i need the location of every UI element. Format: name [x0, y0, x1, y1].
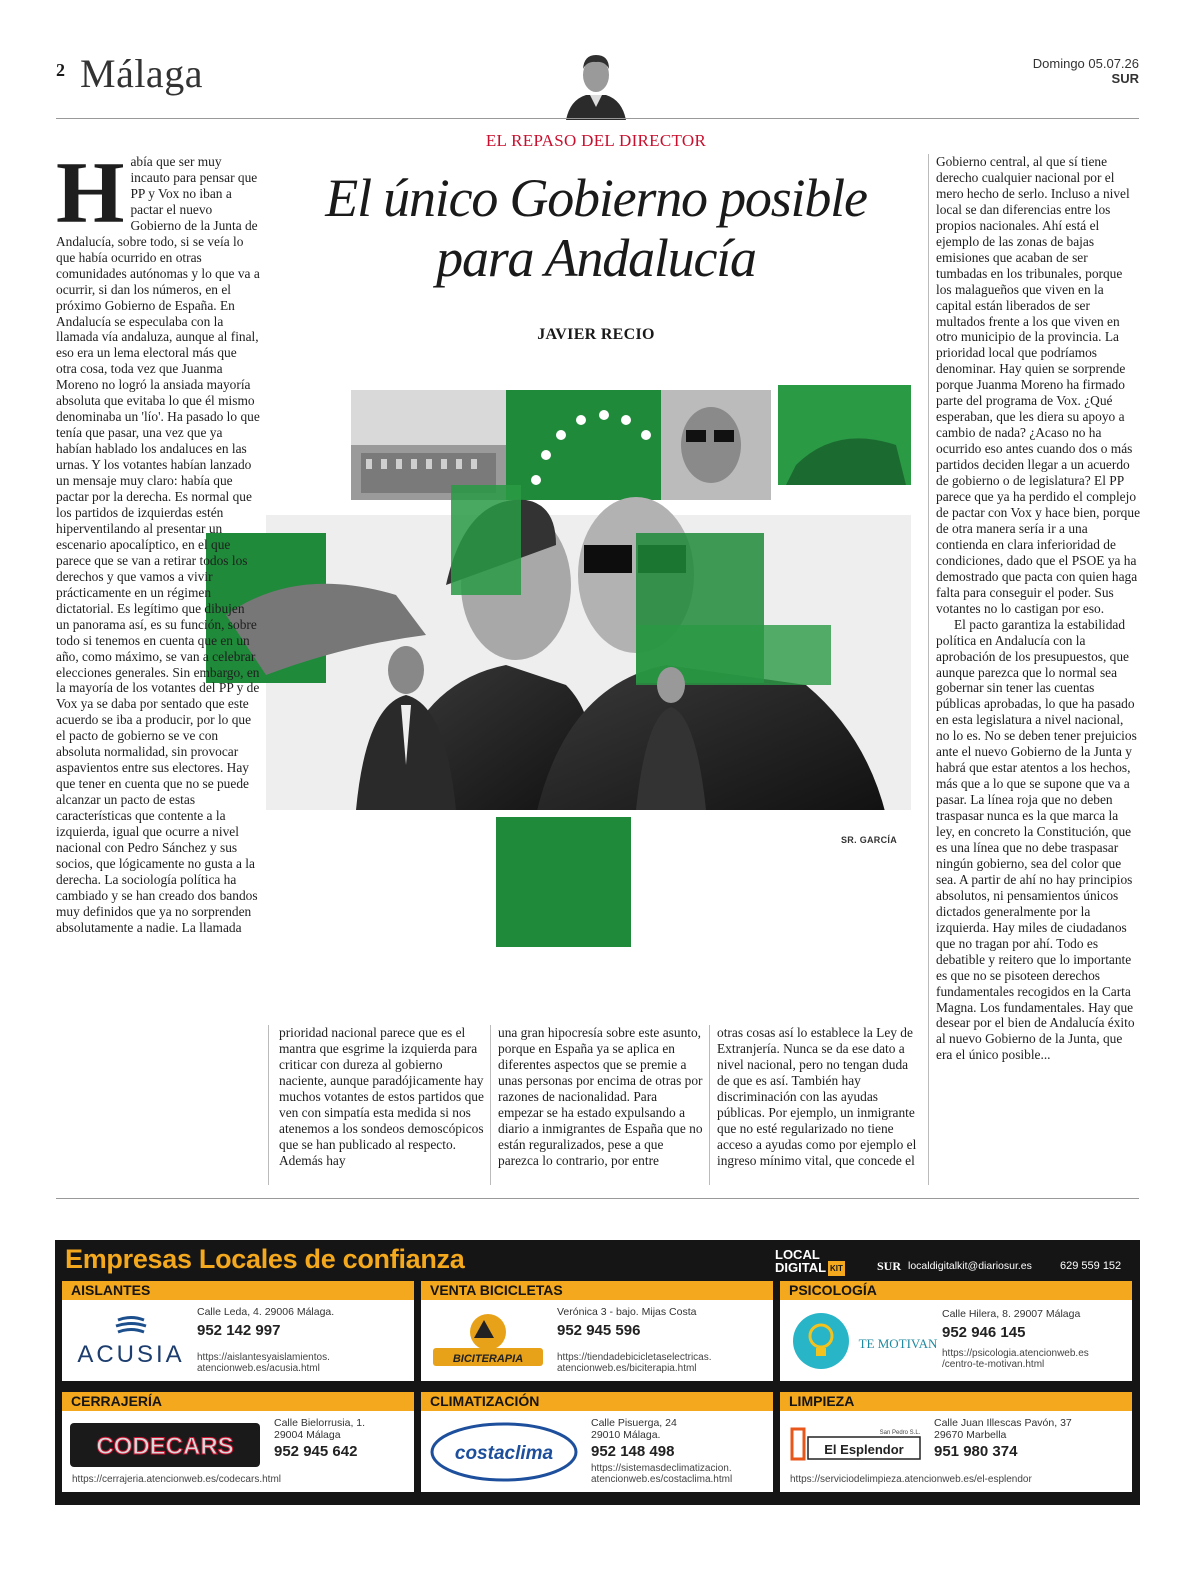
local-business-ads — [55, 1240, 1140, 1505]
article-paragraph: prioridad nacional parece que es el mantra que esgrime la izquierda para criticar con dureza al gobierno naciente, aunque paradójicamente hay muchos votantes de estos partidos que ven con simpatía esta medida si nos atenemos a los sondeos demoscópicos que se han publicado al respecto. Además hay — [279, 1025, 484, 1168]
article-illustration — [206, 385, 916, 950]
ad-category: LIMPIEZA — [780, 1392, 1132, 1411]
headline-line-2: para Andalucía — [436, 228, 756, 288]
ad-category: PSICOLOGÍA — [780, 1281, 1132, 1300]
svg-text:BICITERAPIA: BICITERAPIA — [452, 1353, 524, 1365]
ad-phone: 952 945 642 — [274, 1443, 358, 1460]
ad-card-psicologia[interactable] — [780, 1281, 1132, 1381]
ads-title: Empresas Locales de confianza — [65, 1244, 465, 1274]
article-column-1 — [56, 145, 260, 936]
ad-category: CERRAJERÍA — [62, 1392, 414, 1411]
ad-url[interactable]: https://aislantesyaislamientos. atencionweb.es/acusia.html — [197, 1352, 330, 1374]
ad-category: AISLANTES — [62, 1281, 414, 1300]
article-paragraph: Había que ser muy incauto para pensar que PP y Vox no iban a pactar el nuevo Gobierno de la Junta de Andalucía, sobre todo, si se veía lo que había ocurrido en otras comunidades autónomas y lo que va a ocurrir, si dan los números, en el próximo Gobierno de España. En Andalucía se especulaba con la llamada vía andaluza, aunque al final, eso era un lema electoral más que otra cosa, toda vez que Juanma Moreno no logró la ansiada mayoría absoluta que evitaba lo que él mismo denominaba un 'lío'. Ha pasado lo que tenía que pasar, una vez que ya habían hablado los andaluces en las urnas. Y los votantes habían lanzado un mensaje muy claro: había que pactar por la derecha. Es normal que los partidos de izquierdas estén hiperventilando al presentar un escenario apocalíptico, en el que parece que se van a retirar todos los derechos y que vamos a vivir prácticamente en un régimen dictatorial. Es legítimo que dibujen un panorama así, es su función, sobre todo si tenemos en cuenta que en un año, como máximo, se van a celebrar elecciones generales. Sin embargo, en la mayoría de los votantes del PP y de Vox ya se daba por sentado que este acuerdo se iba a producir, por lo que el pacto de gobierno se ve con absoluta normalidad, sin provocar aspavientos entre sus electores. Hay que tener en cuenta que no se puede alcanzar un pacto de estas características que contente a la izquierda, igual que ocurre a nivel nacional con Pedro Sánchez y sus socios, que lógicamente no gusta a la derecha. La sociología política ha cambiado y se han creado dos bandos muy definidos que ya no sorprenden absolutamente a nadie. La llamada — [56, 145, 260, 935]
ad-url[interactable]: https://serviciodelimpieza.atencionweb.es/el-esplendor — [790, 1474, 1032, 1485]
column-divider — [709, 1025, 710, 1185]
te-motivan-logo — [788, 1308, 938, 1374]
ad-address: Calle Hilera, 8. 29007 Málaga — [942, 1308, 1081, 1320]
ad-phone: 952 946 145 — [942, 1324, 1026, 1341]
ad-url[interactable]: https://cerrajeria.atencionweb.es/codecars.html — [72, 1474, 281, 1485]
photo-credit: SR. GARCÍA — [841, 835, 898, 845]
footer-rule — [56, 1198, 1139, 1199]
column-divider — [928, 154, 929, 1185]
ad-card-bicicletas[interactable] — [421, 1281, 773, 1381]
article-paragraph: otras cosas así lo establece la Ley de Extranjería. Nunca se da ese dato a nivel nacional, pero no tengan duda de que es así. También hay discriminación con las ayudas públicas. Por ejemplo, un inmigrante que no esté regularizado no tiene acceso a ayudas como por ejemplo el ingreso mínimo vital, que concede el — [717, 1025, 917, 1168]
sur-logo: SUR — [877, 1259, 902, 1273]
drop-cap: H — [56, 145, 125, 242]
column-divider — [268, 1025, 269, 1185]
ad-category: CLIMATIZACIÓN — [421, 1392, 773, 1411]
ad-category: VENTA BICICLETAS — [421, 1281, 773, 1300]
publication-name: SUR — [1111, 71, 1139, 86]
biciterapia-logo — [429, 1308, 547, 1374]
article-paragraph: Gobierno central, al que sí tiene derecho cualquier nacional por el mero hecho de serlo. Incluso a nivel local se dan diferencias entre los propios nacionales. Ahí está el ejemplo de las zonas de bajas emisiones que acaban de ser tumbadas en los tribunales, porque los malagueños que viven en la capital están liberados de ser multados frente a los que viven en otro municipio de la provincia. La prioridad local que podríamos denominar. Hay quien se sorprende porque Juanma Moreno ha firmado parte del programa de Vox. ¿Qué esperaban, que les diera su apoyo a cambio de nada? ¿Acaso no ha ocurrido eso antes cuando dos o más partidos deciden llegar a un acuerdo de gobierno o de legislatura? El PP parece que ya ha perdido el complejo de pactar con Vox y hace bien, porque de otra manera sería ir a una contienda en clara inferioridad de condiciones, dado que el PSOE ya ha demostrado que pacta con quien haga falta para conseguir el poder. Sus votantes no lo castigan por eso. — [936, 154, 1141, 616]
svg-text:San Pedro S.L.: San Pedro S.L. — [879, 1430, 921, 1436]
article-column-4 — [717, 1025, 922, 1169]
ad-url[interactable]: https://psicologia.atencionweb.es /centro-te-motivan.html — [942, 1348, 1089, 1370]
codecars-logo — [70, 1423, 260, 1467]
ad-card-limpieza[interactable] — [780, 1392, 1132, 1492]
costaclima-logo — [429, 1421, 579, 1483]
ad-address: Calle Bielorrusia, 1. 29004 Málaga — [274, 1417, 366, 1441]
article-column-5 — [936, 154, 1140, 1063]
acusia-logo — [76, 1312, 186, 1372]
svg-text:CODECARS: CODECARS — [96, 1433, 234, 1460]
ad-address: Calle Juan Illescas Pavón, 37 29670 Marbella — [934, 1417, 1072, 1441]
ad-url[interactable]: https://sistemasdeclimatizacion. atencionweb.es/costaclima.html — [591, 1463, 733, 1485]
column-divider — [490, 1025, 491, 1185]
ad-card-climatizacion[interactable] — [421, 1392, 773, 1492]
ad-phone: 952 148 498 — [591, 1443, 675, 1460]
svg-text:costaclima: costaclima — [454, 1443, 554, 1464]
ad-address: Calle Leda, 4. 29006 Málaga. — [197, 1306, 335, 1318]
article-column-2 — [279, 1025, 484, 1169]
svg-text:El Esplendor: El Esplendor — [824, 1442, 904, 1457]
ad-card-cerrajeria[interactable] — [62, 1392, 414, 1492]
article-byline: JAVIER RECIO — [537, 326, 655, 343]
local-digital-logo: LOCAL DIGITAL KIT — [775, 1247, 843, 1275]
ad-url[interactable]: https://tiendadebicicletaselectricas. atencionweb.es/biciterapia.html — [557, 1352, 712, 1374]
author-photo — [560, 45, 632, 120]
article-paragraph: una gran hipocresía sobre este asunto, porque en España ya se aplica en diferentes aspectos que se premie a unas personas por encima de otras por razones de nacionalidad. Para empezar se ha estado expulsando a diario a inmigrantes de España que no están reguralizados, pese a que parezca lo contrario, por entre — [498, 1025, 703, 1168]
ad-phone: 951 980 374 — [934, 1443, 1018, 1460]
svg-text:TE MOTIVAN: TE MOTIVAN — [858, 1336, 938, 1351]
header-rule — [56, 118, 1139, 119]
ads-phone: 629 559 152 — [1060, 1260, 1122, 1272]
el-esplendor-logo — [790, 1423, 925, 1467]
svg-text:ACUSIA: ACUSIA — [77, 1341, 185, 1368]
article-headline — [276, 168, 916, 288]
article-paragraph: El pacto garantiza la estabilidad política en Andalucía con la aprobación de los presupuestos, que aunque parezca que lo normal sea gobernar sin tener las cuentas públicas aprobadas, lo que ha pasado en esta legislatura a nivel nacional, no lo es. No se deben tener prejuicios ante el nuevo Gobierno de la Junta y habrá que estar atentos a los hechos, más que a lo que se supone que va a pasar. La línea roja que no deben traspasar nunca es la que marca la ley, en concreto la Constitución, que es una línea que no debe traspasar ningún gobierno, sea del color que sea. A partir de ahí no hay principios absolutos, ni pensamientos únicos dictados generalmente por la izquierda. Hay miles de ciudadanos que no tragan por ahí. Todo es debatible y reitero que lo importante es que no se pisoteen derechos fundamentales recogidos en la Carta Magna. Los fundamentales. Hay que desear por el bien de Andalucía éxito al nuevo Gobierno de la Junta, que era el único posible... — [936, 616, 1137, 1063]
article-column-3 — [498, 1025, 703, 1169]
ad-phone: 952 945 596 — [557, 1322, 641, 1339]
page-number: 2 — [56, 60, 65, 80]
headline-line-1: El único Gobierno posible — [325, 168, 867, 228]
section-title: Málaga — [80, 51, 203, 96]
ad-address: Calle Pisuerga, 24 29010 Málaga. — [591, 1417, 677, 1441]
ad-address: Verónica 3 - bajo. Mijas Costa — [557, 1306, 697, 1318]
ad-card-aislantes[interactable] — [62, 1281, 414, 1381]
ad-phone: 952 142 997 — [197, 1322, 281, 1339]
issue-date: Domingo 05.07.26 SUR — [1032, 56, 1139, 86]
article-kicker: EL REPASO DEL DIRECTOR — [485, 131, 707, 150]
ads-email-link[interactable]: localdigitalkit@diariosur.es — [908, 1260, 1032, 1272]
